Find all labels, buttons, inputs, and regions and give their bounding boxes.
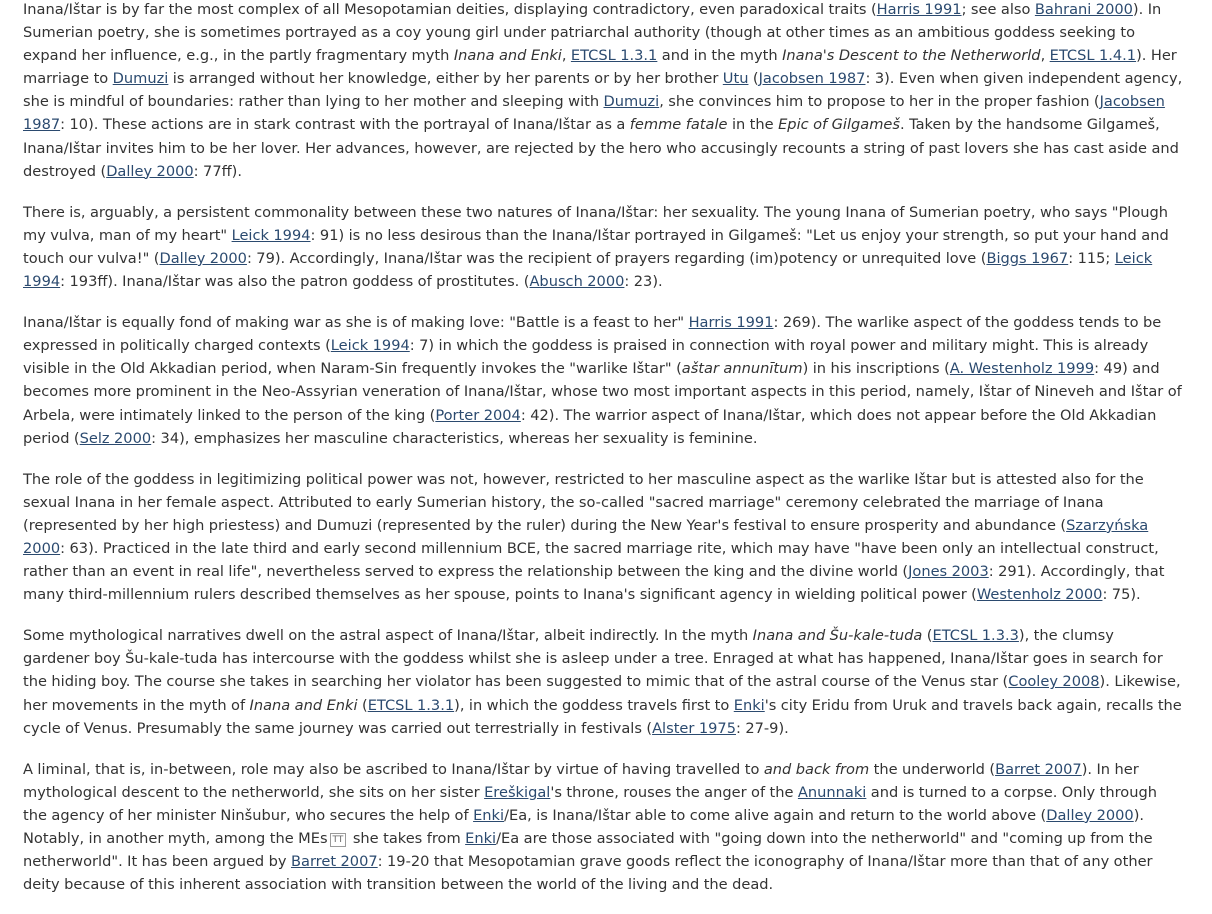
- text-run: : 291). Accordingly, that many third-millennium rulers described themselves as her spouse, points to Inana's significant agency in wielding political power (: [23, 563, 1165, 604]
- text-run: Inana/Ištar is by far the most complex of all Mesopotamian deities, displaying contradictory, even paradoxical traits (: [23, 1, 877, 18]
- text-run: There is, arguably, a persistent commonality between these two natures of Inana/Ištar: her sexuality. The young Inana of Sumerian poetry, who says "Plough my vulva, man of my heart": [23, 203, 1169, 244]
- reference-link[interactable]: Dumuzi: [603, 93, 660, 111]
- text-run: ,: [1040, 47, 1050, 65]
- text-run: : 10). These actions are in stark contrast with the portrayal of Inana/Ištar as a: [60, 116, 630, 134]
- text-run: : 23).: [624, 273, 663, 291]
- text-run: : 19-20 that Mesopotamian grave goods reflect the iconography of Inana/Ištar more than that of any other deity because of this inherent association with transition between the world of the living and the dead.: [23, 853, 1153, 894]
- reference-link[interactable]: Enki: [465, 830, 497, 847]
- text-run: Inana/Ištar is equally fond of making war as she is of making love: "Battle is a feast to her": [23, 314, 689, 332]
- text-run: ), the clumsy gardener boy Šu-kale-tuda has intercourse with the goddess whilst she is asleep under a tree. Enraged at what has happened, Inana/Ištar goes in search for the hiding boy. The course she takes in searching her violator has been suggested to mimic that of the astral course of the Venus star (: [23, 627, 1163, 691]
- text-run: /Ea are those associated with "going down into the netherworld" and "coming up from the netherworld". It has been argued by: [23, 830, 1153, 871]
- text-run: 's city Eridu from Uruk and travels back again, recalls the cycle of Venus. Presumably the same journey was carried out terrestrially in festivals (: [23, 696, 1182, 737]
- italic-text: Inana and Enki: [249, 696, 358, 714]
- reference-link[interactable]: Dalley 2000: [106, 162, 194, 180]
- text-run: she takes from: [348, 830, 466, 847]
- text-run: is arranged without her knowledge, either by her parents or by her brother: [168, 70, 723, 88]
- reference-link[interactable]: Dumuzi: [112, 70, 169, 88]
- text-run: and is turned to a corpse. Only through the agency of her minister Ninšubur, who secures the help of: [23, 783, 1157, 824]
- text-run: : 77ff).: [193, 162, 242, 180]
- reference-link[interactable]: Bahrani 2000: [1034, 1, 1133, 18]
- text-run: : 49) and becomes more prominent in the Neo-Assyrian veneration of Inana/Ištar, whose two most important aspects in this period, namely, Ištar of Nineveh and Ištar of Arbela, were intimately linked to the person of the king (: [23, 360, 1182, 424]
- reference-link[interactable]: A. Westenholz 1999: [949, 360, 1095, 378]
- text-run: . Taken by the handsome Gilgameš, Inana/Ištar invites him to be her lover. Her advances, however, are rejected by the hero who accusingly recounts a string of past lovers she has cast aside and destroyed (: [23, 116, 1179, 180]
- reference-link[interactable]: Harris 1991: [688, 314, 774, 332]
- reference-link[interactable]: Ereškigal: [484, 783, 551, 801]
- text-run: : 75).: [1102, 586, 1141, 604]
- reference-link[interactable]: Jacobsen 1987: [23, 93, 1165, 134]
- reference-link[interactable]: Enki: [733, 696, 765, 714]
- reference-link[interactable]: Westenholz 2000: [976, 586, 1103, 604]
- reference-link[interactable]: ETCSL 1.3.1: [367, 696, 455, 714]
- text-run: 's throne, rouses the anger of the: [550, 783, 798, 801]
- text-run: ). Likewise, her movements in the myth of: [23, 673, 1181, 714]
- italic-text: aštar annunītum: [681, 360, 803, 378]
- paragraph-1: [23, 0, 1183, 183]
- text-run: the underworld (: [869, 760, 996, 778]
- text-run: ). In her mythological descent to the netherworld, she sits on her sister: [23, 760, 1139, 801]
- text-run: ,: [561, 47, 571, 65]
- reference-link[interactable]: Barret 2007: [995, 760, 1082, 778]
- italic-text: femme fatale: [629, 116, 728, 134]
- reference-link[interactable]: ETCSL 1.3.3: [932, 627, 1019, 645]
- reference-link[interactable]: Barret 2007: [290, 853, 378, 871]
- italic-text: and back from: [763, 760, 870, 778]
- text-run: A liminal, that is, in-between, role may also be ascribed to Inana/Ištar by virtue of having travelled to: [23, 760, 764, 778]
- paragraph-5: [23, 624, 1183, 739]
- paragraph-3: [23, 311, 1183, 450]
- text-run: (: [922, 627, 933, 645]
- text-run: : 34), emphasizes her masculine characteristics, whereas her sexuality is feminine.: [151, 429, 758, 447]
- reference-link[interactable]: Leick 1994: [231, 226, 311, 244]
- text-run: Some mythological narratives dwell on the astral aspect of Inana/Ištar, albeit indirectly. In the myth: [23, 627, 753, 645]
- italic-text: Epic of Gilgameš: [778, 116, 901, 134]
- italic-text: Inana and Enki: [453, 47, 562, 65]
- italic-text: Inana and Šu-kale-tuda: [752, 627, 923, 645]
- text-run: : 115;: [1068, 249, 1115, 267]
- reference-link[interactable]: Anunnaki: [797, 783, 867, 801]
- text-run: /Ea, is Inana/Ištar able to come alive again and return to the world above (: [504, 806, 1047, 824]
- text-run: (: [357, 696, 368, 714]
- article-body: [23, 0, 1183, 914]
- text-run: : 79). Accordingly, Inana/Ištar was the recipient of prayers regarding (im)potency or unrequited love (: [246, 249, 987, 267]
- reference-link[interactable]: Porter 2004: [435, 406, 521, 424]
- text-run: : 7) in which the goddess is praised in connection with royal power and military might. This is already visible in the Old Akkadian period, when Naram-Sin frequently invokes the "warlike Ištar" (: [23, 337, 1149, 378]
- paragraph-6: [23, 758, 1183, 897]
- paragraph-4: [23, 468, 1183, 607]
- paragraph-2: [23, 201, 1183, 293]
- tooltip-icon[interactable]: TT: [330, 833, 347, 847]
- text-run: in the: [727, 116, 779, 134]
- reference-link[interactable]: Leick 1994: [330, 337, 410, 355]
- reference-link[interactable]: Utu: [722, 70, 749, 88]
- text-run: : 3). Even when given independent agency, she is mindful of boundaries: rather than lying to her mother and sleeping with: [23, 70, 1183, 111]
- reference-link[interactable]: Biggs 1967: [986, 249, 1069, 267]
- text-run: ). Notably, in another myth, among the MEs: [23, 806, 1145, 847]
- text-run: : 63). Practiced in the late third and early second millennium BCE, the sacred marriage rite, which may have "have been only an intellectual construct, rather than an event in real life", nevertheless served to express the relationship between the king and the divine world (: [23, 539, 1159, 581]
- text-run: ) in his inscriptions (: [802, 360, 950, 378]
- text-run: : 91) is no less desirous than the Inana/Ištar portrayed in Gilgameš: "Let us enjoy your strength, so put your hand and touch our vulva!" (: [23, 226, 1169, 267]
- text-run: , she convinces him to propose to her in the proper fashion (: [659, 93, 1100, 111]
- reference-link[interactable]: Cooley 2008: [1008, 673, 1100, 691]
- reference-link[interactable]: Selz 2000: [79, 429, 152, 447]
- italic-text: Inana's Descent to the Netherworld: [782, 47, 1041, 65]
- reference-link[interactable]: Szarzyńska 2000: [23, 516, 1149, 557]
- reference-link[interactable]: Abusch 2000: [529, 273, 625, 291]
- text-run: ), in which the goddess travels first to: [454, 696, 734, 714]
- text-run: (: [748, 70, 759, 88]
- text-run: : 27-9).: [735, 719, 789, 737]
- reference-link[interactable]: ETCSL 1.4.1: [1049, 47, 1137, 65]
- reference-link[interactable]: Jones 2003: [908, 563, 989, 581]
- text-run: : 42). The warrior aspect of Inana/Ištar, which does not appear before the Old Akkadian period (: [23, 406, 1157, 447]
- text-run: ). Her marriage to: [23, 47, 1177, 88]
- reference-link[interactable]: Leick 1994: [23, 249, 1153, 291]
- text-run: The role of the goddess in legitimizing political power was not, however, restricted to her masculine aspect as the warlike Ištar but is attested also for the sexual Inana in her female aspect. Attributed to early Sumerian history, the so-called "sacred marriage" ceremony celebrated the marriage of Inana (represented by her high priestess) and Dumuzi (represented by the ruler) during the New Year's festival to ensure prosperity and abundance (: [23, 470, 1144, 534]
- text-run: ; see also: [961, 1, 1035, 18]
- reference-link[interactable]: Dalley 2000: [159, 249, 247, 267]
- reference-link[interactable]: Enki: [473, 806, 505, 824]
- text-run: : 269). The warlike aspect of the goddess tends to be expressed in politically charged contexts (: [23, 314, 1162, 355]
- reference-link[interactable]: Jacobsen 1987: [758, 70, 866, 88]
- reference-link[interactable]: Alster 1975: [652, 719, 736, 737]
- text-run: and in the myth: [657, 47, 783, 65]
- reference-link[interactable]: Dalley 2000: [1046, 806, 1134, 824]
- text-run: ). In Sumerian poetry, she is sometimes portrayed as a coy young girl under patriarchal authority (though at other times as an ambitious goddess seeking to expand her influence, e.g., in the partly fragmentary myth: [23, 1, 1162, 65]
- reference-link[interactable]: Harris 1991: [876, 1, 962, 18]
- text-run: : 193ff). Inana/Ištar was also the patron goddess of prostitutes. (: [60, 273, 530, 291]
- reference-link[interactable]: ETCSL 1.3.1: [570, 47, 658, 65]
